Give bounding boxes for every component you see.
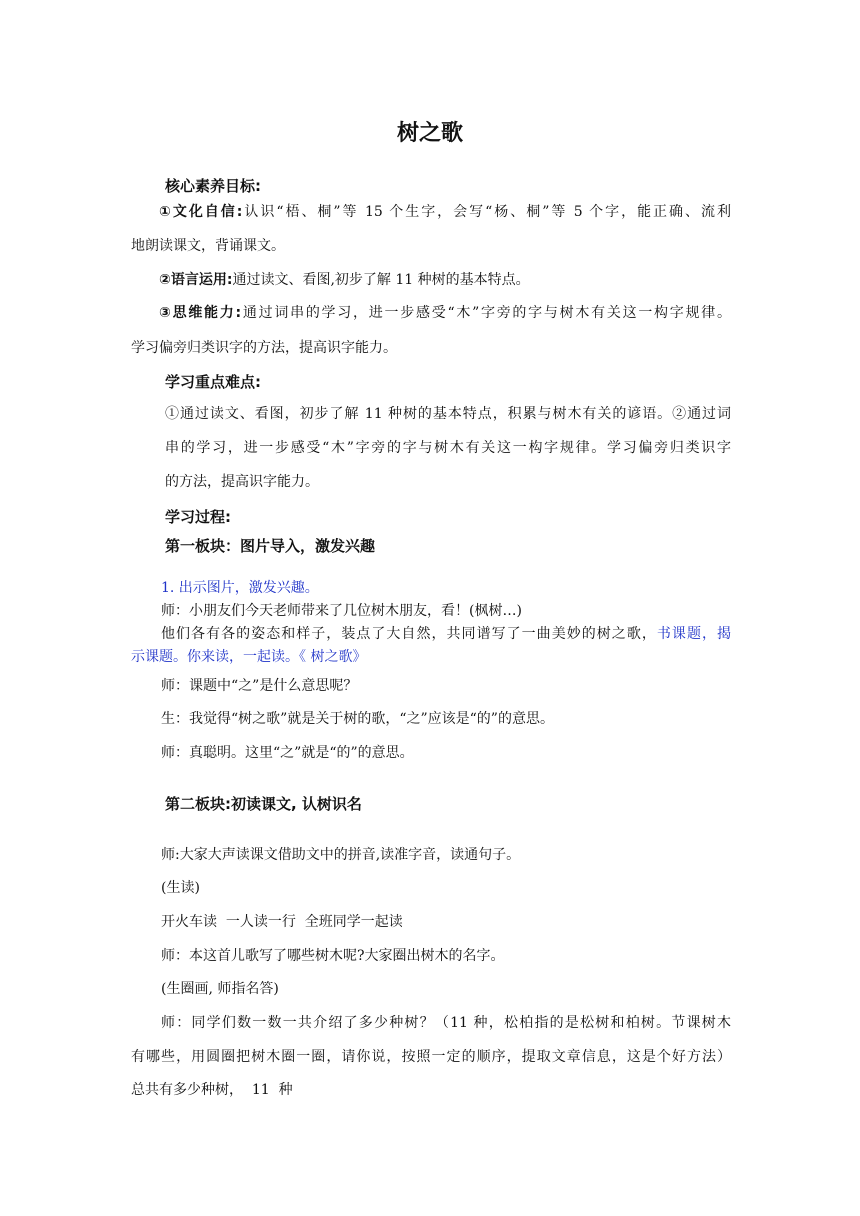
section-1-student-answer: 生：我觉得“树之歌”就是关于树的歌，“之”应该是“的”的意思。 [161, 711, 554, 727]
core-goals-heading: 核心素养目标: [165, 177, 261, 195]
goal-1-line-2: 地朗读课文，背诵课文。 [131, 238, 285, 254]
section-1-paragraph-line-1 [161, 624, 731, 644]
goal-3-line-2: 学习偏旁归类识字的方法，提高识字能力。 [131, 340, 397, 356]
key-points-line-2: 串的学习，进一步感受“木”字旁的字与树木有关这一构字规律。学习偏旁归类识字 [165, 440, 731, 456]
section-2-line-7: 有哪些，用圆圈把树木圈一圈，请你说，按照一定的顺序，提取文章信息，这是个好方法） [131, 1049, 731, 1065]
page-title: 树之歌 [396, 121, 463, 146]
process-heading: 学习过程: [165, 508, 231, 526]
goal-1-text: 认识“梧、桐”等 15 个生字，会写“杨、桐”等 5 个字，能正确、流利 [242, 204, 731, 220]
section-2-line-3: 开火车读 一人读一行 全班同学一起读 [161, 914, 403, 930]
key-points-heading: 学习重点难点: [165, 373, 261, 391]
section-2-line-5: (生圈画, 师指名答) [161, 981, 279, 997]
goal-2-line [131, 270, 731, 290]
section-2-heading: 第二板块:初读课文, 认树识名 [165, 795, 362, 813]
goal-3-label: ③思维能力: [159, 305, 242, 321]
section-1-teacher-question: 师：课题中“之”是什么意思呢？ [161, 678, 358, 694]
key-points-line-3: 的方法，提高识字能力。 [165, 474, 319, 490]
section-2-line-2: (生读) [161, 880, 200, 896]
section-2-line-6: 师：同学们数一数一共介绍了多少种树？（11 种，松柏指的是松树和柏树。节课树木 [161, 1015, 731, 1031]
section-1-step-1: 1. 出示图片，激发兴趣。 [161, 580, 319, 596]
goal-3-text: 通过词串的学习，进一步感受“木”字旁的字与树木有关这一构字规律。 [241, 305, 731, 321]
section-1-paragraph-line-2: 示课题。你来读，一起读。《 树之歌》 [131, 649, 367, 665]
goal-2-text: 通过读文、看图,初步了解 11 种树的基本特点。 [232, 272, 530, 288]
key-points-line-1: ①通过读文、看图，初步了解 11 种树的基本特点，积累与树木有关的谚语。②通过词 [165, 406, 731, 422]
section-2-line-4: 师：本这首儿歌写了哪些树木呢?大家圈出树木的名字。 [161, 948, 505, 964]
goal-1-line-1 [131, 202, 731, 222]
section-1-teacher-reply: 师：真聪明。这里“之”就是“的”的意思。 [161, 745, 414, 761]
section-1-teacher-line-1: 师：小朋友们今天老师带来了几位树木朋友，看！(枫树…) [161, 603, 522, 619]
goal-3-line-1 [131, 303, 731, 323]
section-1-paragraph-text: 他们各有各的姿态和样子，装点了大自然，共同谱写了一曲美妙的树之歌， [161, 626, 657, 642]
section-1-paragraph-blue: 书课题，揭 [656, 626, 731, 642]
section-1-heading: 第一板块：图片导入，激发兴趣 [165, 537, 376, 555]
section-2-line-1: 师:大家大声读课文借助文中的拼音,读准字音，读通句子。 [161, 847, 521, 863]
section-2-line-8: 总共有多少种树， 11 种 [131, 1082, 293, 1098]
goal-1-label: ①文化自信: [159, 204, 243, 220]
goal-2-label: ②语言运用: [159, 272, 233, 288]
